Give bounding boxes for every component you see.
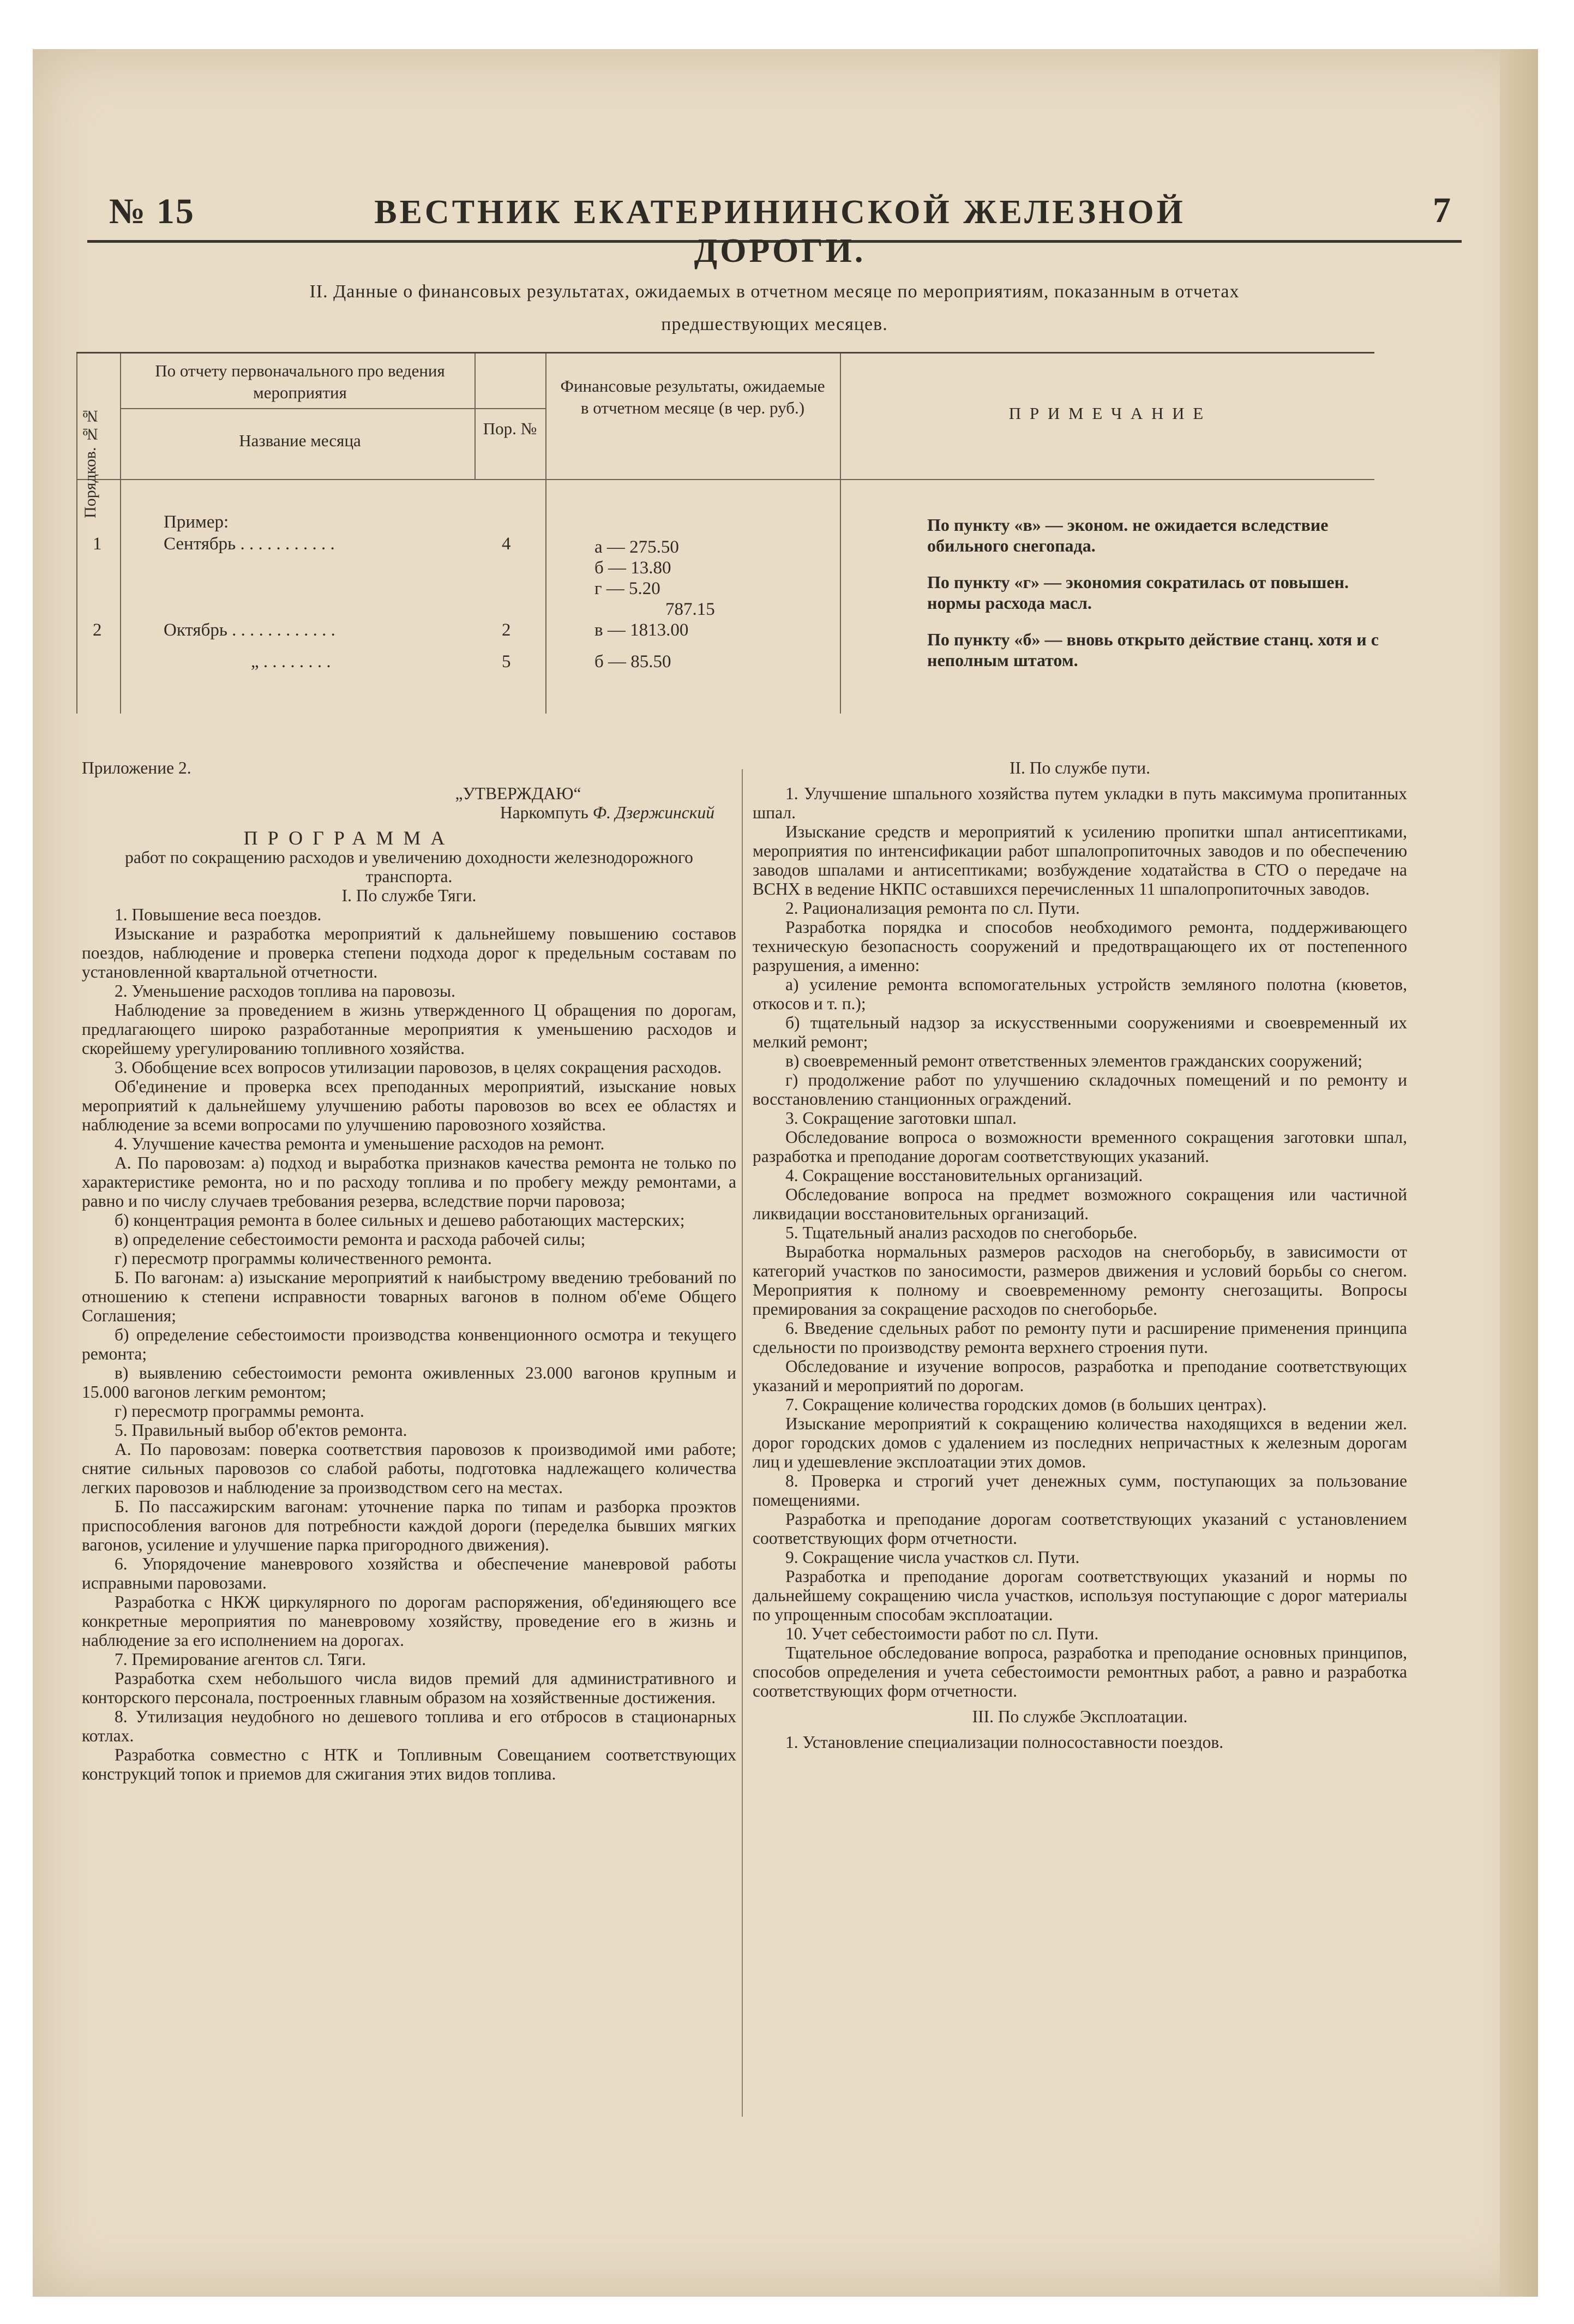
approval-heading: „УТВЕРЖДАЮ“ [455, 784, 581, 803]
row-num: 5 [502, 652, 511, 672]
body-paragraph: 3. Обобщение всех вопросов утилизации паровозов, в целях сокращения расходов. [115, 1058, 722, 1077]
body-paragraph: А. По паровозам: поверка соответствия паровозов к производимой ими работе; снятие сильных паровозов со слабой работы, подготовка надлежащего количества легких паровозов и наблюдение за производством сего на местах. [82, 1440, 736, 1497]
row-order: 2 [93, 620, 102, 640]
body-paragraph: Разработка и преподание дорогам соответствующих указаний и нормы по дальнейшему сокращению числа участков, используя поступающие с дорог материалы по упрощенным способам эксплоатации. [753, 1567, 1407, 1624]
body-paragraph: 8. Проверка и строгий учет денежных сумм, поступающих за пользование помещениями. [753, 1471, 1407, 1510]
body-paragraph: 8. Утилизация неудобного но дешевого топлива и его отбросов в стационарных котлах. [82, 1707, 736, 1745]
row-month: Октябрь . . . . . . . . . . . . [164, 620, 335, 640]
body-paragraph: Разработка порядка и способов необходимого ремонта, поддерживающего техническую безопасность сооружений и предотвращающего их от постепенного разрушения, а именно: [753, 918, 1407, 975]
left-paragraphs [82, 905, 736, 1783]
row-num: 4 [502, 534, 511, 554]
example-label: Пример: [164, 512, 229, 532]
body-paragraph: Об'единение и проверка всех преподанных мероприятий, изыскание новых мероприятий к дальнейшему улучшению работы паровозов во всех ее областях и наблюдение за всеми вопросами по улучшению паровозного хозяйства. [82, 1077, 736, 1134]
row-result: б — 13.80 [594, 558, 671, 578]
body-paragraph: 4. Улучшение качества ремонта и уменьшение расходов на ремонт. [115, 1134, 605, 1153]
body-paragraph: б) тщательный надзор за искусственными сооружениями и своевременный их мелкий ремонт; [753, 1013, 1407, 1051]
signature-role: Наркомпуть [500, 803, 588, 822]
body-paragraph: Изыскание и разработка мероприятий к дальнейшему повышению составов поездов, наблюдение и проверка степени подхода дорог к предельным составам по установленной квартальной отчетности. [82, 924, 736, 981]
row-month: Сентябрь . . . . . . . . . . . [164, 534, 335, 554]
table-rule [120, 354, 121, 714]
table-rule [840, 354, 841, 714]
left-column [82, 758, 736, 1783]
body-paragraph: г) продолжение работ по улучшению складочных помещений и по ремонту и восстановлению станционных ограждений. [753, 1070, 1407, 1109]
body-paragraph: 2. Рационализация ремонта по сл. Пути. [785, 899, 1080, 918]
right-column [753, 758, 1407, 1752]
body-paragraph: Изыскание средств и мероприятий к усилению пропитки шпал антисептиками, мероприятия по интенсификации работ шпалопропиточных заводов и по обеспечению заводов шпалами и антисептиками; возбуждение ходатайства в СТО о передаче на ВСНХ в ведение НКПС оставшихся перечисленных 11 шпалопропиточных заводов. [753, 822, 1407, 899]
right-paragraphs [753, 784, 1407, 1700]
body-paragraph: Выработка нормальных размеров расходов на снегоборьбу, в зависимости от категорий участков по заносимости, размеров движения и условий борьбы со снегом. Мероприятия к полному и своевременному ремонту снегозащиты. Вопросы премирования за сокращение расходов по снегоборьбе. [753, 1242, 1407, 1319]
col-header-note: П Р И М Е Ч А Н И Е [1008, 404, 1206, 423]
body-paragraph: 2. Уменьшение расходов топлива на паровозы. [115, 981, 455, 1001]
issue-number: № 15 [109, 191, 195, 231]
row-result: б — 85.50 [594, 652, 671, 672]
table-rule [76, 354, 77, 714]
spacer [82, 777, 736, 784]
body-paragraph: Обследование и изучение вопросов, разработка и преподание соответствующих указаний и мероприятий по дорогам. [753, 1357, 1407, 1395]
row-result-total: 787.15 [665, 600, 715, 619]
spacer [753, 777, 1407, 784]
col-header-report: По отчету первоначального про ведения мероприятия [155, 361, 445, 402]
row-result: г — 5.20 [594, 579, 660, 598]
body-paragraph: 6. Введение сдельных работ по ремонту пути и расширение применения принципа сдельности по производству ремонта верхнего строения пути. [753, 1319, 1407, 1357]
body-paragraph: Наблюдение за проведением в жизнь утвержденного Ц обращения по дорогам, предлагающего широко разработанные мероприятия к уменьшению расходов и скорейшему урегулированию топливного хозяйства. [82, 1001, 736, 1058]
row-order: 1 [93, 534, 102, 554]
body-paragraph: Обследование вопроса о возможности временного сокращения заготовки шпал, разработка и преподание дорогам соответствующих указаний. [753, 1128, 1407, 1166]
program-title: ПРОГРАММА [243, 827, 455, 849]
body-paragraph: Изыскание мероприятий к сокращению количества находящихся в ведении жел. дорог городских домов с удалением из последних непричастных к железным дорогам лиц и удешевление эксплоатации этих домов. [753, 1414, 1407, 1471]
body-paragraph: 5. Правильный выбор об'ектов ремонта. [115, 1421, 407, 1440]
body-paragraph: Обследование вопроса на предмет возможного сокращения или частичной ликвидации восстановительных организаций. [753, 1185, 1407, 1223]
table-title-line-1: II. Данные о финансовых результатах, ожидаемых в отчетном месяце по мероприятиям, показанным в отчетах [309, 281, 1240, 302]
table-note: По пункту «в» — эконом. не ожидается вследствие обильного снегопада. [927, 515, 1329, 555]
section-heading-2: II. По службе пути. [1009, 758, 1151, 777]
body-paragraph: 5. Тщательный анализ расходов по снегоборьбе. [785, 1223, 1138, 1242]
body-paragraph: Разработка совместно с НТК и Топливным Совещанием соответствующих конструкций топок и приемов для сжигания этих видов топлива. [82, 1745, 736, 1783]
body-paragraph: Разработка с НКЖ циркулярного по дорогам распоряжения, об'единяющего все конкретные мероприятия по маневровому хозяйству, проведение его в жизнь и наблюдение за его исполнением на дорогах. [82, 1592, 736, 1650]
table-note: По пункту «г» — экономия сократилась от повышен. нормы расхода масл. [927, 572, 1349, 613]
body-paragraph: в) выявлению себестоимости ремонта оживленных 23.000 вагонов крупным и 15.000 вагонов легким ремонтом; [82, 1363, 736, 1401]
body-paragraph: б) определение себестоимости производства конвенционного осмотра и текущего ремонта; [82, 1325, 736, 1363]
spacer [753, 1726, 1407, 1733]
table-rule [76, 479, 1374, 480]
newspaper-title: ВЕСТНИК ЕКАТЕРИНИНСКОЙ ЖЕЛЕЗНОЙ ДОРОГИ. [374, 194, 1186, 269]
table-title [93, 275, 1456, 341]
row-num: 2 [502, 620, 511, 640]
section-heading-1: I. По службе Тяги. [341, 886, 477, 905]
body-paragraph: б) концентрация ремонта в более сильных и дешево работающих мастерских; [115, 1211, 685, 1230]
body-paragraph: 4. Сокращение восстановительных организаций. [785, 1166, 1143, 1185]
body-paragraph: Разработка схем небольшого числа видов премий для административного и конторского персонала, построенных главным образом на хозяйственные достижения. [82, 1669, 736, 1707]
body-paragraph: Тщательное обследование вопроса, разработка и преподание основных принципов, способов определения и учета себестоимости ремонтных работ, а равно и разработка соответствующих форм отчетности. [753, 1643, 1407, 1700]
table-rule [120, 408, 545, 409]
row-result: в — 1813.00 [594, 620, 689, 640]
spacer [753, 1700, 1407, 1707]
body-paragraph: 1. Установление специализации полносоставности поездов. [785, 1733, 1224, 1752]
col-header-results: Финансовые результаты, ожидаемые в отчетном месяце (в чер. руб.) [560, 376, 825, 417]
body-paragraph: 1. Повышение веса поездов. [115, 905, 322, 924]
row-month: „ . . . . . . . . [251, 652, 331, 672]
body-paragraph: 7. Сокращение количества городских домов (в больших центрах). [785, 1395, 1267, 1414]
body-paragraph: А. По паровозам: а) подход и выработка признаков качества ремонта не только по характеристике ремонта, но и по расходу топлива и по пробегу между ремонтами, а равно и по числу случаев требования резерва, вследствие порчи паровоза; [82, 1153, 736, 1211]
body-paragraph: 7. Премирование агентов сл. Тяги. [115, 1650, 367, 1669]
signature-name: Ф. Дзержинский [592, 803, 714, 822]
body-paragraph: г) пересмотр программы ремонта. [115, 1401, 364, 1421]
body-paragraph: 1. Улучшение шпального хозяйства путем укладки в путь максимума пропитанных шпал. [753, 784, 1407, 822]
col-header-order: Порядков. №№ [81, 407, 99, 518]
body-paragraph: 3. Сокращение заготовки шпал. [785, 1109, 1017, 1128]
program-subtitle: работ по сокращению расходов и увеличению доходности железнодорожного транспорта. [125, 848, 693, 886]
table-rule [545, 354, 546, 714]
masthead [87, 175, 1462, 269]
body-paragraph: Б. По вагонам: а) изыскание мероприятий к наибыстрому введению требований по отношению к степени исправности товарных вагонов в полном об'еме Общего Соглашения; [82, 1268, 736, 1325]
body-paragraph: 10. Учет себестоимости работ по сл. Пути. [785, 1624, 1099, 1643]
body-paragraph: в) своевременный ремонт ответственных элементов гражданских сооружений; [785, 1051, 1363, 1070]
table-title-line-2: предшествующих месяцев. [661, 314, 888, 334]
column-divider [742, 769, 743, 2117]
body-paragraph: 9. Сокращение числа участков сл. Пути. [785, 1548, 1080, 1567]
appendix-label: Приложение 2. [82, 758, 191, 777]
col-header-month: Название месяца [239, 431, 361, 450]
page-number: 7 [1433, 190, 1451, 230]
row-result: а — 275.50 [594, 537, 679, 557]
financial-results-table [76, 352, 1379, 714]
body-paragraph: в) определение себестоимости ремонта и расхода рабочей силы; [115, 1230, 586, 1249]
table-note: По пункту «б» — вновь открыто действие станц. хотя и с неполным штатом. [927, 630, 1379, 670]
newspaper-page [33, 49, 1538, 2297]
col-header-num: Пор. № [483, 419, 537, 438]
table-rule [474, 354, 476, 479]
section-heading-3: III. По службе Эксплоатации. [972, 1707, 1188, 1726]
body-paragraph: 6. Упорядочение маневрового хозяйства и обеспечение маневровой работы исправными паровозами. [82, 1554, 736, 1592]
body-paragraph: Разработка и преподание дорогам соответствующих указаний с установлением соответствующих форм отчетности. [753, 1510, 1407, 1548]
page-fold-edge [1500, 49, 1538, 2297]
body-paragraph: а) усиление ремонта вспомогательных устройств земляного полотна (кюветов, откосов и т. п.); [753, 975, 1407, 1013]
body-paragraph: г) пересмотр программы количественного ремонта. [115, 1249, 492, 1268]
approval-signature [82, 803, 736, 822]
body-paragraph: Б. По пассажирским вагонам: уточнение парка по типам и разборка проэктов приспособления вагонов для потребности каждой дороги (переделка бывших мягких вагонов, усиление и улучшение парка пригородного движения). [82, 1497, 736, 1554]
